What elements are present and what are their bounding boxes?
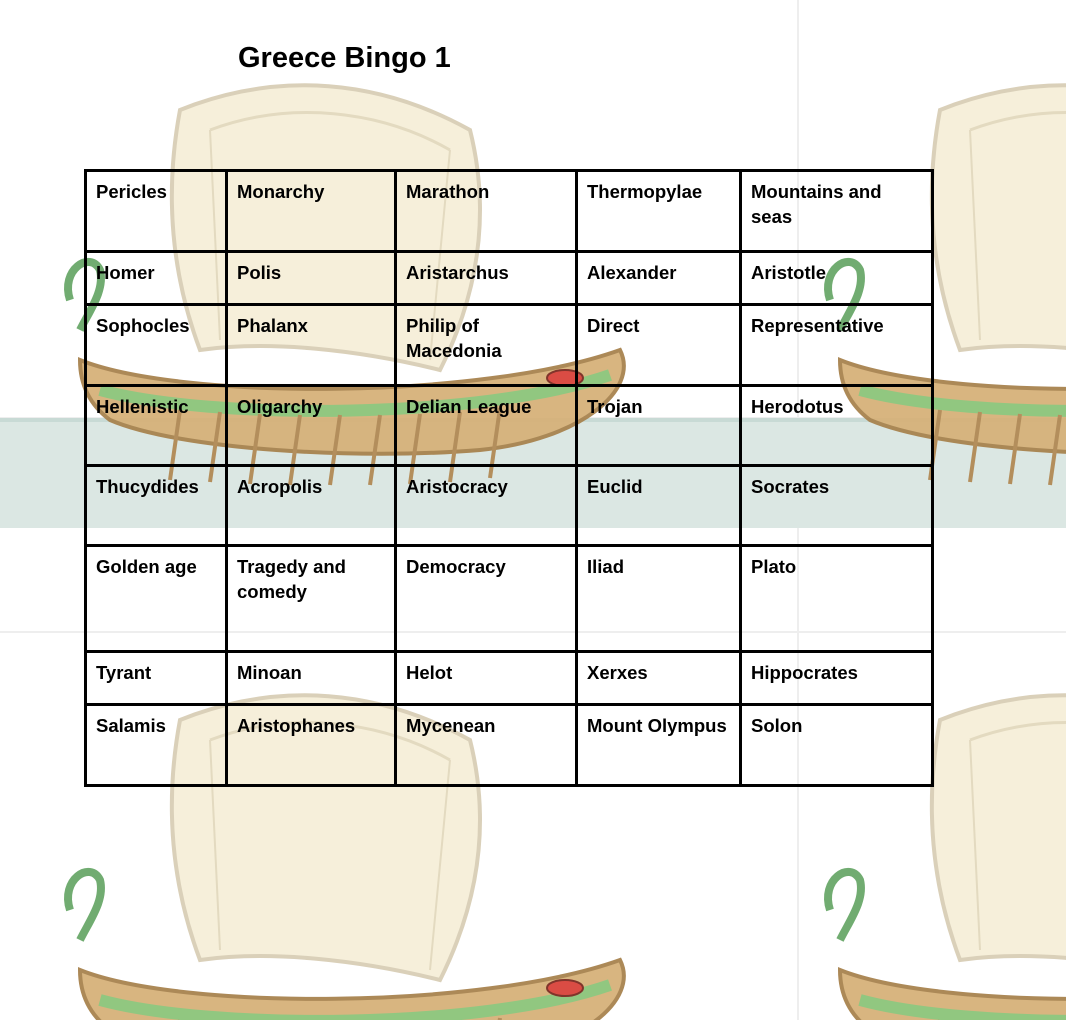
grid-cell: Hellenistic bbox=[86, 386, 227, 466]
grid-cell: Homer bbox=[86, 252, 227, 305]
grid-cell: Mount Olympus bbox=[577, 705, 741, 786]
grid-row bbox=[86, 466, 933, 546]
grid-cell: Monarchy bbox=[227, 171, 396, 252]
grid-cell: Phalanx bbox=[227, 305, 396, 386]
grid-cell: Delian League bbox=[396, 386, 577, 466]
grid-cell: Aristocracy bbox=[396, 466, 577, 546]
grid-cell: Alexander bbox=[577, 252, 741, 305]
grid-row bbox=[86, 705, 933, 786]
grid-cell: Sophocles bbox=[86, 305, 227, 386]
grid-cell: Solon bbox=[741, 705, 933, 786]
grid-cell: Marathon bbox=[396, 171, 577, 252]
grid-cell: Democracy bbox=[396, 546, 577, 652]
grid-cell: Aristotle bbox=[741, 252, 933, 305]
grid-cell: Representative bbox=[741, 305, 933, 386]
grid-cell: Minoan bbox=[227, 652, 396, 705]
grid-row bbox=[86, 305, 933, 386]
grid-cell: Golden age bbox=[86, 546, 227, 652]
grid-cell: Thucydides bbox=[86, 466, 227, 546]
grid-row bbox=[86, 386, 933, 466]
grid-row bbox=[86, 171, 933, 252]
grid-cell: Iliad bbox=[577, 546, 741, 652]
grid-cell: Direct bbox=[577, 305, 741, 386]
grid-cell: Polis bbox=[227, 252, 396, 305]
grid-cell: Acropolis bbox=[227, 466, 396, 546]
grid-cell: Tyrant bbox=[86, 652, 227, 705]
bingo-grid bbox=[84, 169, 934, 787]
grid-cell: Euclid bbox=[577, 466, 741, 546]
grid-cell: Salamis bbox=[86, 705, 227, 786]
grid-cell: Plato bbox=[741, 546, 933, 652]
grid-cell: Mycenean bbox=[396, 705, 577, 786]
grid-row bbox=[86, 652, 933, 705]
grid-cell: Xerxes bbox=[577, 652, 741, 705]
grid-cell: Socrates bbox=[741, 466, 933, 546]
grid-cell: Aristophanes bbox=[227, 705, 396, 786]
grid-cell: Mountains and seas bbox=[741, 171, 933, 252]
grid-cell: Helot bbox=[396, 652, 577, 705]
grid-cell: Pericles bbox=[86, 171, 227, 252]
grid-cell: Oligarchy bbox=[227, 386, 396, 466]
grid-cell: Hippocrates bbox=[741, 652, 933, 705]
grid-cell: Philip of Macedonia bbox=[396, 305, 577, 386]
grid-cell: Thermopylae bbox=[577, 171, 741, 252]
grid-cell: Tragedy and comedy bbox=[227, 546, 396, 652]
grid-cell: Herodotus bbox=[741, 386, 933, 466]
grid-cell: Aristarchus bbox=[396, 252, 577, 305]
page-title: Greece Bingo 1 bbox=[238, 42, 451, 74]
grid-cell: Trojan bbox=[577, 386, 741, 466]
grid-row bbox=[86, 252, 933, 305]
grid-row bbox=[86, 546, 933, 652]
